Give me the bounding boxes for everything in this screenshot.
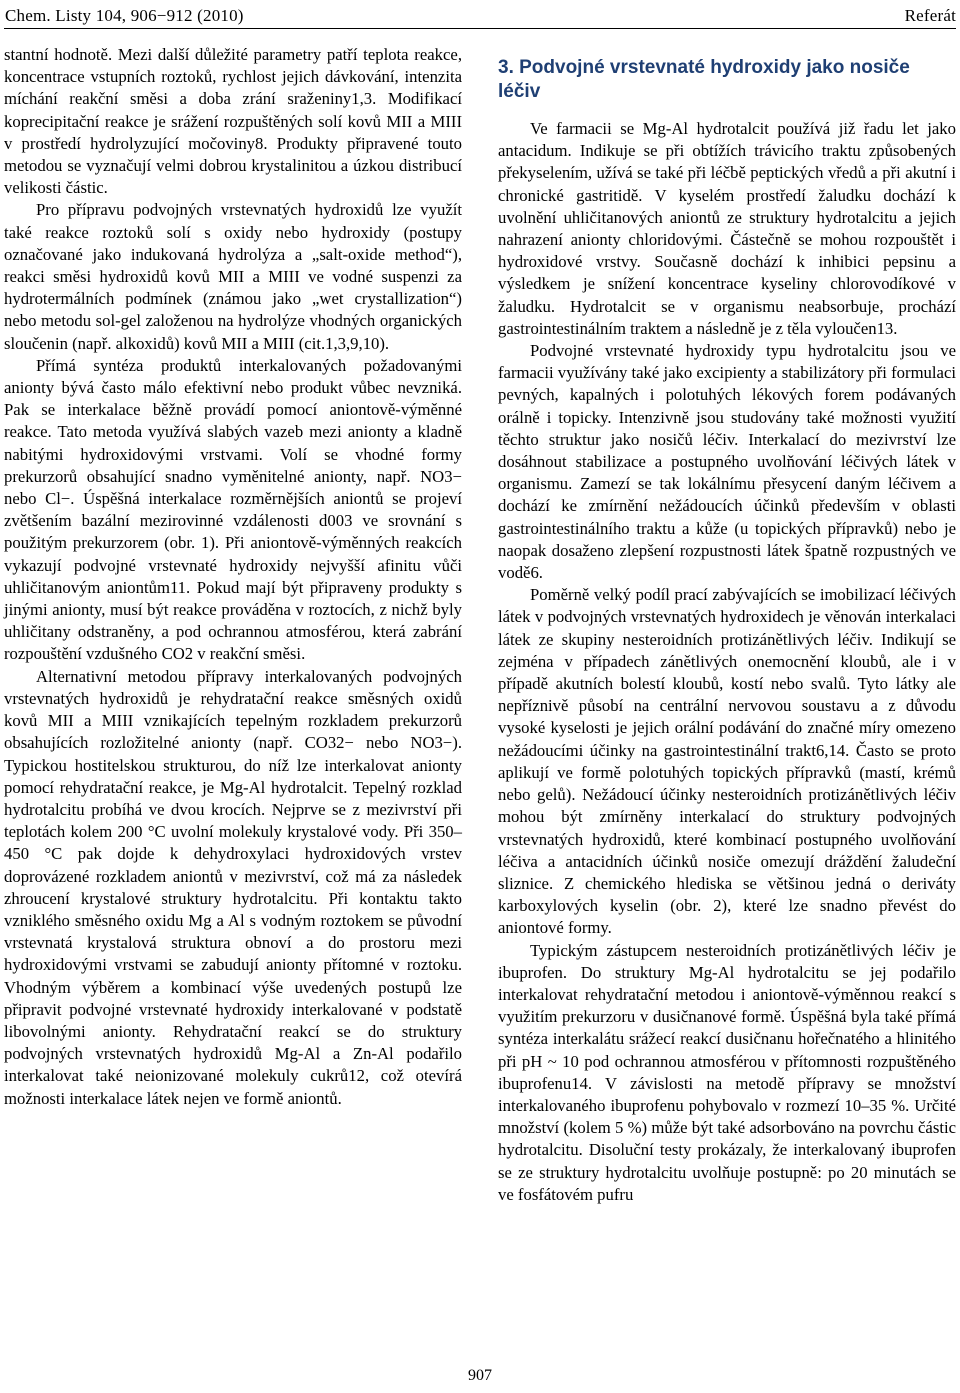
paragraph-excipients: Podvojné vrstevnaté hydroxidy typu hydrotalcitu jsou ve farmacii využívány také jako excipienty a stabilizátory při formulaci pevných, kapalných i polotuhých lékových forem podávaných orálně i topicky. Intenzivně jsou studovány také možnosti využití těchto struktur jako nosičů léčiv. Interkalací do mezivrství lze dosáhnout stabilizace a postupného uvolňování léčivých látek v organismu. Zamezí se tak lokálnímu přesycení daným léčivem a dochází ke zmírnění nežádoucích účinků především v oblasti gastrointestinálního traktu a kůže (u topických přípravků) nebo je naopak dosaženo zlepšení rozpustnosti látek špatně rozpustných ve vodě6. — [498, 341, 956, 583]
left-text-column — [4, 44, 462, 1110]
right-text-column — [498, 56, 956, 1206]
paragraph-ibuprofen: Typickým zástupcem nesteroidních protizánětlivých léčiv je ibuprofen. Do struktury Mg-Al hydrotalcitu se jej podařilo interkalovat rehydratační metodou i aniontově-výměnnou reakcí s využitím prekurzoru v dusičnanové formě. Úspěšná byla také přímá syntéza interkalátu srážecí reakcí dusičnanu hořečnatého a hlinitého při pH ~ 10 pod ochrannou atmosférou v přítomnosti rozpuštěného ibuprofenu14. V závislosti na metodě přípravy se množství interkalovaného ibuprofenu pohybovalo v rozmezí 10–35 %. Určité množství (kolem 5 %) může být také adsorbováno na povrchu částic hydrotalcitu. Disoluční testy prokázaly, že interkalovaný ibuprofen se ze struktury hydrotalcitu uvolňuje postupně: po 20 minutách se ve fosfátovém pufru — [498, 940, 956, 1204]
paragraph-alternative-syntheses: Pro přípravu podvojných vrstevnatých hydroxidů lze využít také reakce roztoků solí s oxidy nebo hydroxidy (postupy označované jako indukovaná hydrolýza a „salt-oxide method“), reakci směsi hydroxidů kovů MII a MIII ve vodné suspenzi za hydrotermálních podmínek (známou jako „wet crystallization“) nebo metodu sol-gel založenou na hydrolýze vhodných organických sloučenin (např. alkoxidů) kovů MII a MIII (cit.1,3,9,10). — [4, 200, 462, 353]
paragraph-rehydration: Alternativní metodou přípravy interkalovaných podvojných vrstevnatých hydroxidů je rehydratační reakce směsných oxidů kovů MII a MIII vznikajících tepelným rozkladem prekurzorů obsahujících rozložitelné anionty (např. CO32− nebo NO3−). Typickou hostitelskou strukturou, do níž lze interkalovat anionty pomocí rehydratační reakce, je Mg-Al hydrotalcit. Tepelný rozklad hydrotalcitu probíhá ve dvou krocích. Nejprve se z mezivrství při teplotách kolem 200 °C uvolní molekuly krystalové vody. Při 350–450 °C pak dojde k dehydroxylaci hydroxidových vrstev doprovázené rozkladem aniontů v mezivrství, což má za následek zhroucení krystalové struktury hydrotalcitu. Při kontaktu takto vzniklého směsného oxidu Mg a Al s vodným roztokem se původní vrstevnatá krystalová struktura obnoví a do prostoru mezi hydroxidovými vrstvami se zabudují anionty přítomné v roztoku. Vhodným výběrem a kombinací výše uvedených postupů lze připravit podvojné vrstevnaté hydroxidy interkalované v podstatě libovolnými anionty. Rehydratační reakcí se do struktury podvojných vrstevnatých hydroxidů Mg-Al a Zn-Al podařilo interkalovat také neionizované molekuly cukrů12, což otevírá možnosti interkalace látek nejen ve formě aniontů. — [4, 666, 462, 1108]
paragraph-antacid: Ve farmacii se Mg-Al hydrotalcit používá již řadu let jako antacidum. Indikuje se při obtížích trávicího traktu způsobených překyselením, užívá se také při léčbě peptických vředů a při akutní i chronické gastritidě. V kyselém prostředí žaludku dochází k uvolnění uhličitanových aniontů ze struktury hydrotalcitu a jejich nahrazení anionty chloridovými. Částečně se mohou rozpouštět i hydroxidové vrstvy. Současně dochází k inhibici pepsinu a výsledkem je snížení koncentrace kyseliny chlorovodíkové v žaludku. Hydrotalcit se v organismu neabsorbuje, prochází gastrointestinálním traktem a následně je z těla vyloučen13. — [498, 119, 956, 338]
paragraph-coprecipitation: stantní hodnotě. Mezi další důležité parametry patří teplota reakce, koncentrace vstupních roztoků, rychlost jejich dávkování, intenzita míchání reakční směsi a doba zrání sraženiny1,3. Modifikací koprecipitační reakce je srážení rozpuštěných solí kovů MII a MIII v prostředí hydrolyzující močoviny8. Produkty připravené touto metodou se vyznačují velmi dobrou krystalinitou a úzkou distribucí velikosti částic. — [4, 45, 462, 198]
journal-header: Chem. Listy 104, 906−912 (2010) — [5, 6, 244, 25]
paragraph-anion-exchange: Přímá syntéza produktů interkalovaných požadovanými anionty bývá často málo efektivní nebo produkt vůbec nevzniká. Pak se interkalace běžně provádí pomocí aniontově-výměnné reakce. Tato metoda využívá slabých vazeb mezi anionty a kladně nabitými hydroxidovými vrstvami. Volí se vhodné formy prekurzorů obsahující snadno vyměnitelné anionty, např. NO3− nebo Cl−. Úspěšná interkalace rozměrnějších aniontů se projeví zvětšením bazální mezirovinné vzdálenosti d003 ve srovnání s použitým prekurzorem (obr. 1). Při aniontově-výměnných reakcích vykazují podvojné vrstevnaté hydroxidy nejvyšší afinitu vůči uhličitanovým aniontům11. Pokud mají být připraveny produkty s jinými anionty, musí být reakce prováděna v roztocích, z nichž byly uhličitany odstraněny, a pod ochrannou atmosférou, která zabrání rozpouštění vzdušného CO2 v reakční směsi. — [4, 355, 462, 664]
section-heading: 3. Podvojné vrstevnaté hydroxidy jako nosiče léčiv — [498, 57, 910, 102]
header-divider — [4, 28, 956, 29]
article-type-label: Referát — [904, 6, 956, 25]
page-number: 907 — [468, 1367, 492, 1384]
paragraph-nsaid: Poměrně velký podíl prací zabývajících se imobilizací léčivých látek v podvojných vrstevnatých hydroxidech je věnován interkalaci látek ze skupiny nesteroidních protizánětlivých léčiv. Indikují se zejména v případech zánětlivých onemocnění kloubů, ale i v případě akutních bolestí kloubů, kostí nebo svalů. Tyto látky ale nepříznivě působí na centrální nervovou soustavu a z důvodu vysoké kyselosti je jejich orální podávání do značné míry omezeno nežádoucími účinky na gastrointestinální trakt6,14. Často se proto aplikují ve formě polotuhých topických přípravků (mastí, krémů nebo gelů). Nežádoucí účinky nesteroidních protizánětlivých léčiv mohou být zmírněny interkalací do struktury podvojných vrstevnatých hydroxidů, které kombinací postupného uvolňování léčiva a antacidních účinků nosiče omezují dráždění žaludeční sliznice. Z chemického hlediska se většinou jedná o deriváty karboxylových kyselin (obr. 2), které lze snadno převést do aniontové formy. — [498, 585, 956, 938]
